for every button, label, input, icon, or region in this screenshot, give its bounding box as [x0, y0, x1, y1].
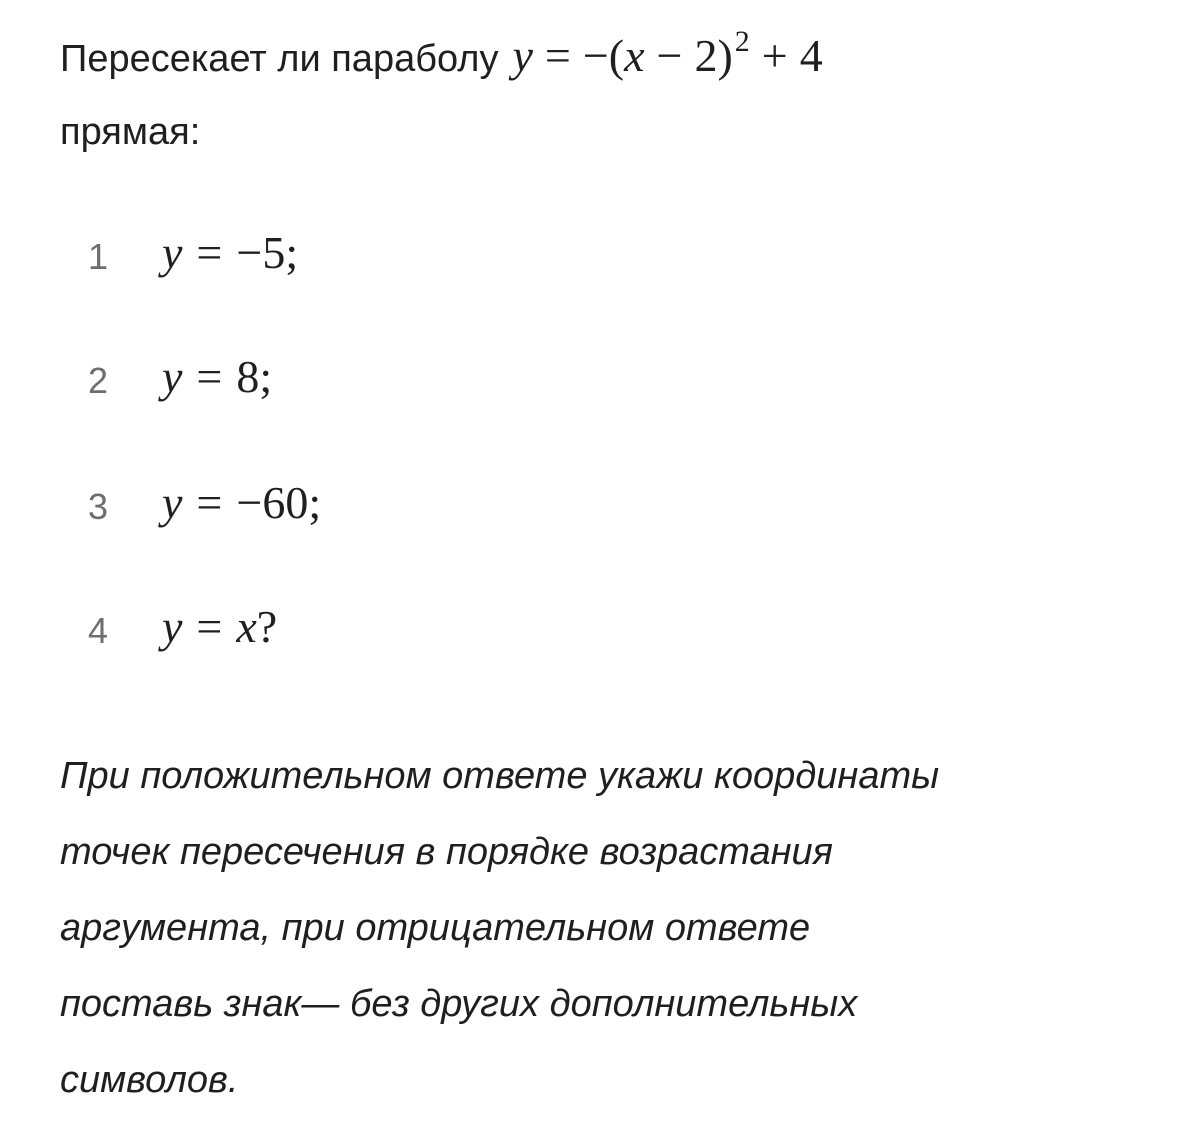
- option-value: −60: [236, 477, 309, 528]
- formula-x: x: [624, 30, 645, 81]
- option-4: [0, 596, 1200, 676]
- formula-subtract: −: [656, 30, 683, 81]
- option-equals: =: [196, 351, 223, 402]
- option-1: [0, 222, 1200, 302]
- formula-equals: =: [544, 30, 571, 81]
- instruction-line: При положительном ответе укажи координаты: [60, 755, 940, 797]
- instruction-line: поставь знак— без других дополнительных: [60, 983, 858, 1025]
- option-equals: =: [196, 601, 223, 652]
- option-end: ;: [259, 351, 273, 402]
- option-value: −5: [236, 227, 286, 278]
- formula-plus: +: [761, 30, 788, 81]
- option-end: ;: [285, 227, 299, 278]
- option-value-var: x: [236, 601, 257, 652]
- option-number: 1: [88, 236, 109, 277]
- formula-two: 2): [694, 30, 733, 81]
- instruction-line: аргумента, при отрицательном ответе: [60, 907, 811, 949]
- option-y: y: [162, 477, 183, 528]
- option-y: y: [162, 351, 183, 402]
- formula-exponent: 2: [734, 24, 750, 58]
- answer-instructions: [60, 738, 1170, 1118]
- option-formula: [162, 600, 277, 653]
- option-value: 8: [236, 351, 260, 402]
- option-y: y: [162, 227, 183, 278]
- option-formula: [162, 226, 298, 279]
- option-end: ?: [256, 601, 278, 652]
- option-2: [0, 346, 1200, 426]
- option-formula: [162, 350, 272, 403]
- option-end: ;: [308, 477, 322, 528]
- option-y: y: [162, 601, 183, 652]
- option-formula: [162, 476, 321, 529]
- formula-minus-paren: −(: [582, 30, 625, 81]
- formula-four: 4: [799, 30, 823, 81]
- option-number: 3: [88, 486, 109, 527]
- option-equals: =: [196, 227, 223, 278]
- option-number: 4: [88, 610, 109, 651]
- formula-y: y: [512, 30, 533, 81]
- option-number: 2: [88, 360, 109, 401]
- option-equals: =: [196, 477, 223, 528]
- question-line-2: прямая:: [60, 111, 201, 153]
- question-intro: Пересекает ли параболу: [60, 38, 499, 80]
- option-3: [0, 472, 1200, 552]
- instruction-line: символов.: [60, 1059, 239, 1101]
- instruction-line: точек пересечения в порядке возрастания: [60, 831, 833, 873]
